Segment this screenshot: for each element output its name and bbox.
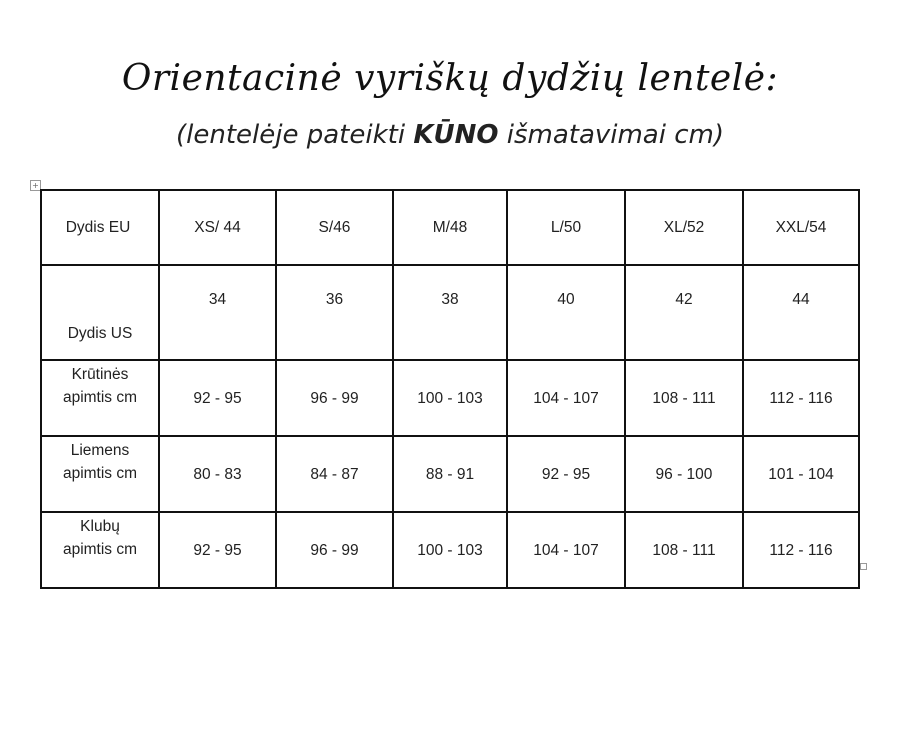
table-cell: XL/52 xyxy=(625,190,743,265)
table-cell: XXL/54 xyxy=(743,190,859,265)
table-cell: 104 - 107 xyxy=(507,360,625,436)
table-cell: 84 - 87 xyxy=(276,436,393,512)
table-cell: L/50 xyxy=(507,190,625,265)
table-row-hips xyxy=(41,512,859,588)
row-label: Dydis EU xyxy=(41,190,159,265)
table-cell: 88 - 91 xyxy=(393,436,507,512)
table-cell: 108 - 111 xyxy=(625,360,743,436)
subtitle-suffix: išmatavimai cm) xyxy=(498,120,724,150)
table-cell: 40 xyxy=(507,265,625,360)
page-title: Orientacinė vyriškų dydžių lentelė: xyxy=(121,58,779,99)
subtitle-prefix: (lentelėje pateikti xyxy=(176,120,414,150)
table-cell: M/48 xyxy=(393,190,507,265)
table-row-eu-size xyxy=(41,190,859,265)
row-label: Liemens apimtis cm xyxy=(41,436,159,512)
table-cell: S/46 xyxy=(276,190,393,265)
row-label: Dydis US xyxy=(41,265,159,360)
table-row-waist xyxy=(41,436,859,512)
table-cell: 80 - 83 xyxy=(159,436,276,512)
row-label: Klubų apimtis cm xyxy=(41,512,159,588)
table-cell: XS/ 44 xyxy=(159,190,276,265)
table-cell: 92 - 95 xyxy=(159,360,276,436)
row-label: Krūtinės apimtis cm xyxy=(41,360,159,436)
table-cell: 112 - 116 xyxy=(743,512,859,588)
table-cell: 92 - 95 xyxy=(159,512,276,588)
subtitle-emphasis: KŪNO xyxy=(413,120,499,150)
table-cell: 100 - 103 xyxy=(393,360,507,436)
table-cell: 96 - 99 xyxy=(276,360,393,436)
table-row-us-size xyxy=(41,265,859,360)
table-cell: 96 - 100 xyxy=(625,436,743,512)
table-cell: 34 xyxy=(159,265,276,360)
table-cell: 108 - 111 xyxy=(625,512,743,588)
table-cell: 42 xyxy=(625,265,743,360)
table-cell: 112 - 116 xyxy=(743,360,859,436)
table-move-handle-icon[interactable]: + xyxy=(30,180,41,191)
table-cell: 101 - 104 xyxy=(743,436,859,512)
size-chart-table xyxy=(40,189,860,589)
table-cell: 92 - 95 xyxy=(507,436,625,512)
table-cell: 96 - 99 xyxy=(276,512,393,588)
table-cell: 104 - 107 xyxy=(507,512,625,588)
table-cell: 44 xyxy=(743,265,859,360)
page-subtitle xyxy=(0,120,900,150)
table-cell: 36 xyxy=(276,265,393,360)
table-cell: 38 xyxy=(393,265,507,360)
table-row-chest xyxy=(41,360,859,436)
table-cell: 100 - 103 xyxy=(393,512,507,588)
table-resize-handle-icon[interactable] xyxy=(860,563,867,570)
